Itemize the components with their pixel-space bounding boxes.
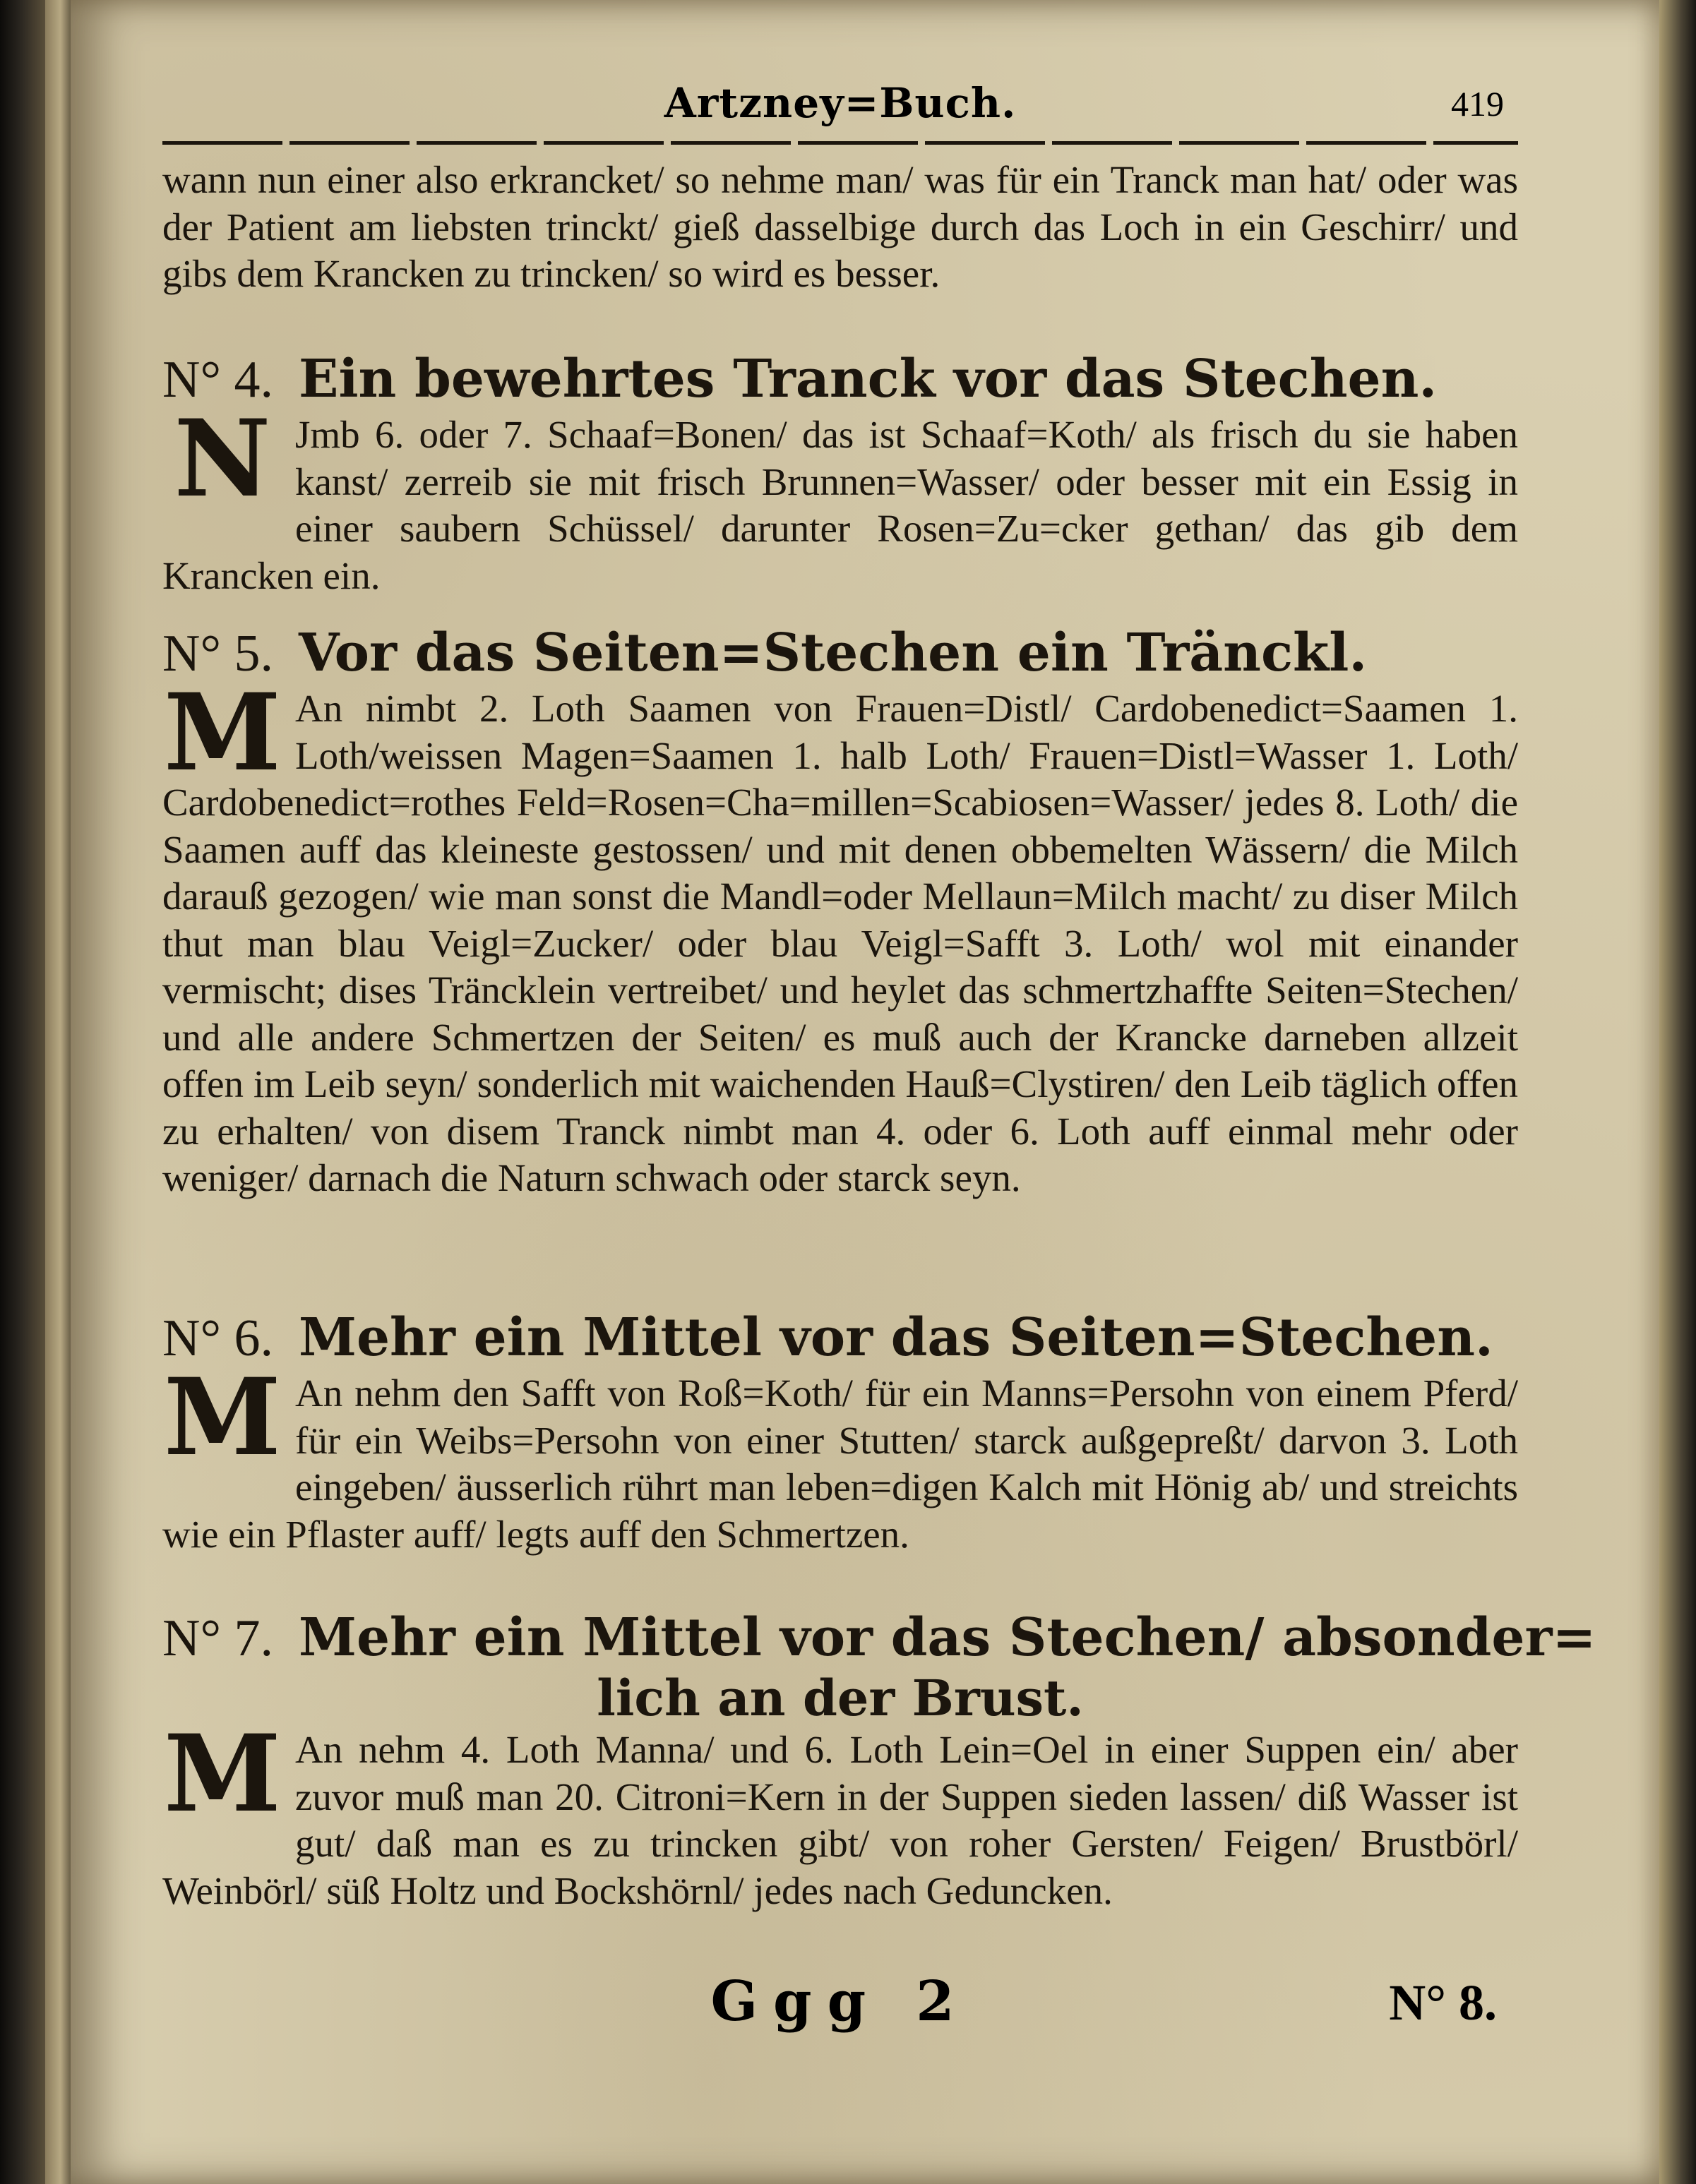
section-6	[162, 1306, 1518, 1558]
section-6-heading	[162, 1306, 1518, 1370]
running-head: Artzney=Buch.	[664, 79, 1017, 127]
section-4-title: Ein bewehrtes Tranck vor das Stechen.	[299, 349, 1438, 409]
section-7-heading-continued: lich an der Brust.	[597, 1669, 1084, 1727]
section-4	[162, 347, 1518, 599]
section-5-title: Vor das Seiten=Stechen ein Tränckl.	[299, 623, 1368, 683]
section-5	[162, 621, 1518, 1202]
signature-mark: Ggg 2	[710, 1969, 970, 2034]
section-7-heading	[162, 1606, 1596, 1670]
book-page	[71, 0, 1659, 2184]
section-5-number: N° 5.	[162, 625, 274, 683]
section-7	[162, 1606, 1596, 1914]
section-5-heading	[162, 621, 1518, 685]
section-6-initial: M	[163, 1355, 282, 1480]
section-7-number: N° 7.	[162, 1609, 274, 1667]
section-4-initial: N	[174, 397, 271, 521]
page-header	[162, 79, 1518, 136]
left-page-edge	[45, 0, 71, 2184]
section-7-title: Mehr ein Mittel vor das Stechen/ absonder=	[299, 1607, 1596, 1668]
section-6-body: An nehm den Safft von Roß=Koth/ für ein Manns=Persohn von einem Pferd/ für ein Weibs=Persohn von einer Stutten/ starck außgepreßt/ darvon 3. Loth eingeben/ äusserlich rührt man leben=digen Kalch mit Hönig ab/ und streichts wie ein Pflaster auff/ legts auff den Schmertzen.	[162, 1372, 1518, 1556]
section-7-initial: M	[163, 1712, 282, 1836]
section-6-number: N° 6.	[162, 1309, 274, 1367]
continuation-text: wann nun einer also erkrancket/ so nehme man/ was für ein Tranck man hat/ oder was der Patient am liebsten trinckt/ gieß dasselbige durch das Loch in ein Geschirr/ und gibs dem Krancken zu trincken/ so wird es besser.	[162, 158, 1518, 295]
section-4-heading	[162, 347, 1518, 412]
page-number: 419	[1451, 84, 1504, 124]
book-binding	[0, 0, 45, 2184]
section-4-body: Jmb 6. oder 7. Schaaf=Bonen/ das ist Schaaf=Koth/ als frisch du sie haben kanst/ zerreib sie mit frisch Brunnen=Wasser/ oder besser mit ein Essig in einer saubern Schüssel/ darunter Rosen=Zu=cker gethan/ das gib dem Krancken ein.	[162, 413, 1518, 597]
catchword: N° 8.	[1389, 1974, 1497, 2031]
section-6-title: Mehr ein Mittel vor das Seiten=Stechen.	[299, 1307, 1493, 1368]
section-5-initial: M	[163, 671, 282, 795]
page-footer	[162, 1969, 1518, 2047]
section-7-body: An nehm 4. Loth Manna/ und 6. Loth Lein=Oel in einer Suppen ein/ aber zuvor muß man 20. Citroni=Kern in der Suppen sieden lassen/ diß Wasser ist gut/ daß man es zu trincken gibt/ von roher Gersten/ Feigen/ Brustbörl/ Weinbörl/ süß Holtz und Bockshörnl/ jedes nach Geduncken.	[162, 1728, 1518, 1912]
section-4-number: N° 4.	[162, 351, 274, 409]
header-rule	[162, 141, 1518, 145]
continuation-block	[162, 157, 1518, 298]
section-5-body: An nimbt 2. Loth Saamen von Frauen=Distl/ Cardobenedict=Saamen 1. Loth/weissen Magen=Saamen 1. halb Loth/ Frauen=Distl=Wasser 1. Loth/ Cardobenedict=rothes Feld=Rosen=Cha=millen=Scabiosen=Wasser/ jedes 8. Loth/ die Saamen auff das kleineste gestossen/ und mit denen obbemelten Wässern/ die Milch darauß gezogen/ wie man sonst die Mandl=oder Mellaun=Milch macht/ zu diser Milch thut man blau Veigl=Zucker/ oder blau Veigl=Safft 3. Loth/ wol mit einander vermischt; dises Träncklein vertreibet/ und heylet das schmertzhaffte Seiten=Stechen/ und alle andere Schmertzen der Seiten/ es muß auch der Krancke darneben allzeit offen im Leib seyn/ sonderlich mit waichenden Hauß=Clystiren/ den Leib täglich offen zu erhalten/ von disem Tranck nimbt man 4. oder 6. Loth auff einmal mehr oder weniger/ darnach die Naturn schwach oder starck seyn.	[162, 687, 1518, 1199]
right-page-edge	[1659, 0, 1696, 2184]
